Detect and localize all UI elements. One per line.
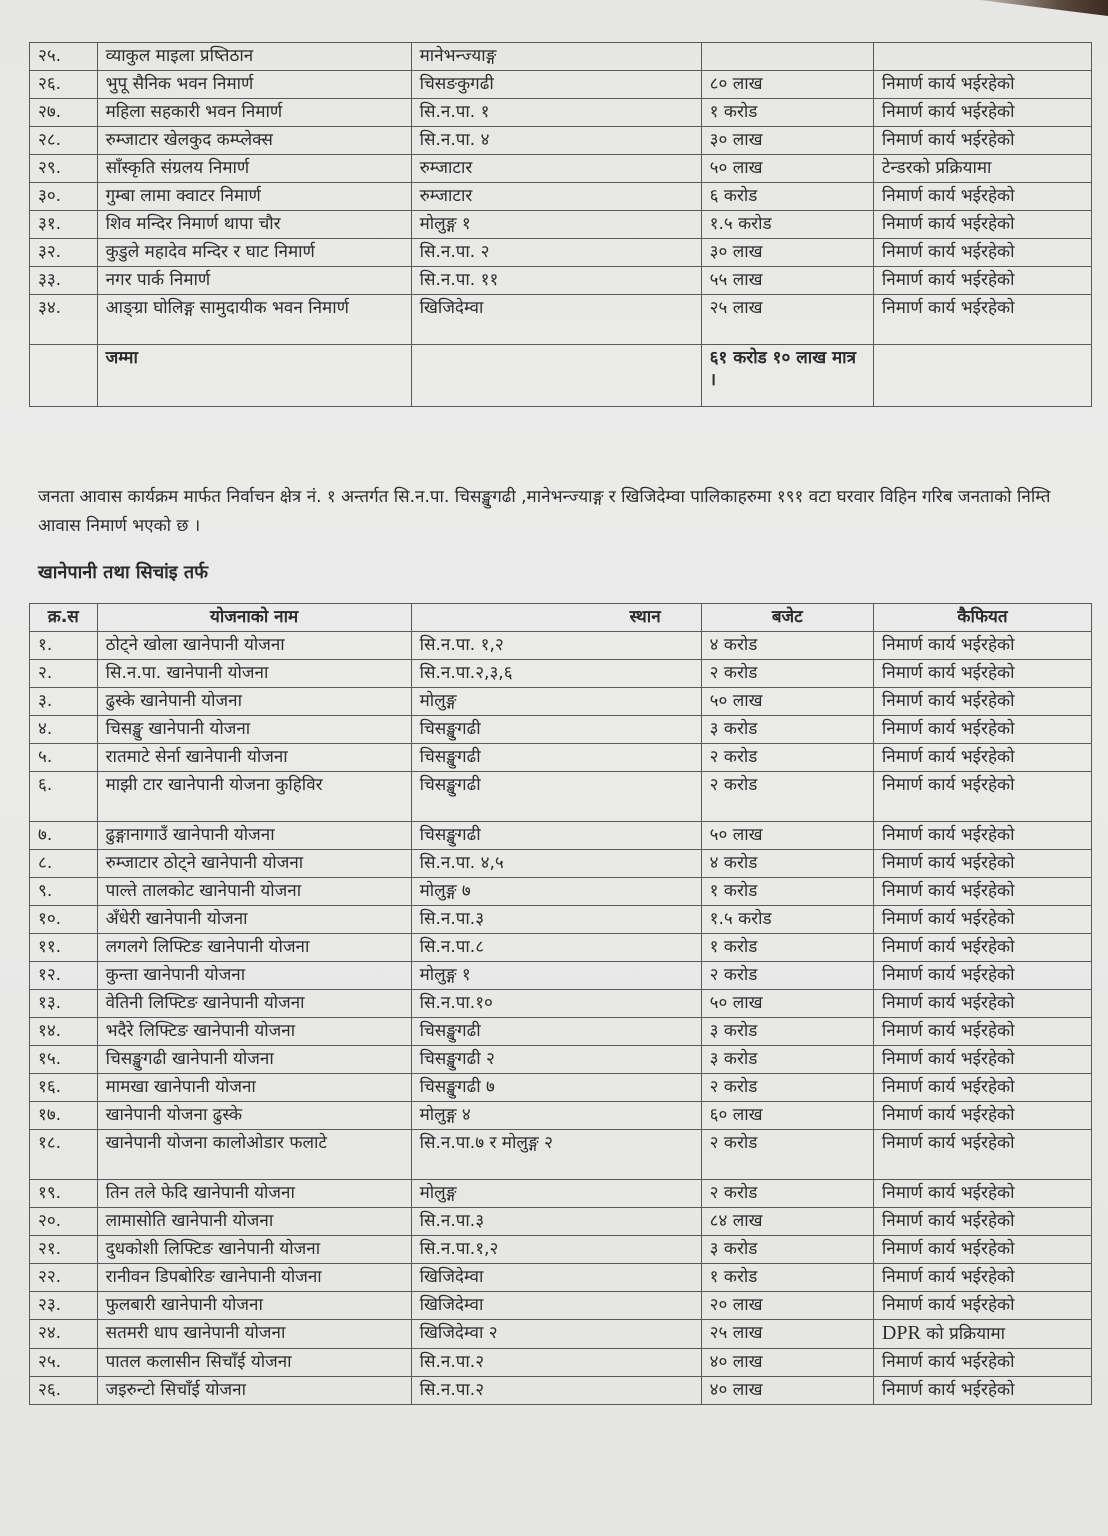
row-name: खानेपानी योजना ढुस्के [97,1102,411,1130]
table-row [30,632,1092,660]
table-row [30,744,1092,772]
row-budget: ४ करोड [701,632,873,660]
total-label: जम्मा [97,345,411,407]
row-sn: २६. [30,1377,98,1405]
row-place: चिसङ्खुगढी २ [411,1046,701,1074]
row-budget: ५० लाख [701,155,873,183]
table-row [30,688,1092,716]
row-place: खिजिदेम्वा [411,1292,701,1320]
row-sn: १. [30,632,98,660]
row-name: भुपू सैनिक भवन निमार्ण [97,71,411,99]
table-row [30,962,1092,990]
row-budget: ३ करोड [701,1018,873,1046]
row-sn: ८. [30,850,98,878]
row-name: सि.न.पा. खानेपानी योजना [97,660,411,688]
row-name: वेतिनी लिफ्टिङ खानेपानी योजना [97,990,411,1018]
row-sn: १९. [30,1180,98,1208]
total-budget: ६१ करोड १० लाख मात्र । [701,345,873,407]
row-place: सि.न.पा.७ र मोलुङ्ग २ [411,1130,701,1180]
row-place: मोलुङ्ग ४ [411,1102,701,1130]
table-row [30,1102,1092,1130]
row-place: मोलुङ्ग ७ [411,878,701,906]
buildings-table [29,42,1092,407]
row-place: खिजिदेम्वा [411,295,701,345]
row-sn: १५. [30,1046,98,1074]
row-budget: १.५ करोड [701,906,873,934]
row-place: मोलुङ्ग १ [411,962,701,990]
row-remark: निमार्ण कार्य भईरहेको [873,990,1091,1018]
row-budget: २ करोड [701,1074,873,1102]
row-remark: निमार्ण कार्य भईरहेको [873,1102,1091,1130]
row-name: चिसङ्खुगढी खानेपानी योजना [97,1046,411,1074]
row-budget: ४० लाख [701,1349,873,1377]
table-row [30,1208,1092,1236]
table-row [30,1292,1092,1320]
table-row [30,1320,1092,1349]
row-sn: २९. [30,155,98,183]
row-place: सि.न.पा.२,३,६ [411,660,701,688]
row-place: चिसङ्खुगढी [411,772,701,822]
total-sn-empty [30,345,98,407]
row-budget: ८० लाख [701,71,873,99]
row-remark: निमार्ण कार्य भईरहेको [873,127,1091,155]
row-sn: १६. [30,1074,98,1102]
total-remark-empty [873,345,1091,407]
total-place-empty [411,345,701,407]
table-row [30,934,1092,962]
row-budget: ४० लाख [701,1377,873,1405]
row-budget: ३ करोड [701,1236,873,1264]
row-remark: निमार्ण कार्य भईरहेको [873,1377,1091,1405]
row-name: ढुस्के खानेपानी योजना [97,688,411,716]
row-place: मोलुङ्ग [411,1180,701,1208]
row-budget: ३० लाख [701,127,873,155]
table-row [30,1236,1092,1264]
row-place: सि.न.पा. १,२ [411,632,701,660]
row-remark: निमार्ण कार्य भईरहेको [873,239,1091,267]
row-sn: २१. [30,1236,98,1264]
table-row [30,1377,1092,1405]
row-sn: १७. [30,1102,98,1130]
row-name: लामासोति खानेपानी योजना [97,1208,411,1236]
row-budget [701,43,873,71]
row-remark: निमार्ण कार्य भईरहेको [873,822,1091,850]
row-budget: ८४ लाख [701,1208,873,1236]
row-remark: निमार्ण कार्य भईरहेको [873,211,1091,239]
row-sn: २. [30,660,98,688]
table-row [30,772,1092,822]
row-sn: २४. [30,1320,98,1349]
row-name: रानीवन डिपबोरिङ खानेपानी योजना [97,1264,411,1292]
row-place: चिसङ्खुगढी [411,716,701,744]
row-name: कुडुले महादेव मन्दिर र घाट निमार्ण [97,239,411,267]
row-name: रातमाटे सेर्ना खानेपानी योजना [97,744,411,772]
table-row [30,660,1092,688]
row-remark: निमार्ण कार्य भईरहेको [873,934,1091,962]
row-remark [873,43,1091,71]
row-budget: ५० लाख [701,822,873,850]
row-name: चिसङ्खु खानेपानी योजना [97,716,411,744]
row-name: रुम्जाटार खेलकुद कम्प्लेक्स [97,127,411,155]
table-row [30,878,1092,906]
row-budget: १ करोड [701,878,873,906]
row-place: रुम्जाटार [411,183,701,211]
row-remark: निमार्ण कार्य भईरहेको [873,71,1091,99]
row-name: खानेपानी योजना कालोओडार फलाटे [97,1130,411,1180]
row-place: सि.न.पा. १ [411,99,701,127]
header-remark: कैफियत [873,604,1091,632]
row-remark: निमार्ण कार्य भईरहेको [873,1236,1091,1264]
row-budget: ५० लाख [701,990,873,1018]
row-name: सतमरी धाप खानेपानी योजना [97,1320,411,1349]
row-place: मोलुङ्ग १ [411,211,701,239]
row-sn: ३. [30,688,98,716]
row-sn: ३०. [30,183,98,211]
row-sn: ६. [30,772,98,822]
row-sn: १४. [30,1018,98,1046]
row-budget: ६ करोड [701,183,873,211]
row-remark: निमार्ण कार्य भईरहेको [873,962,1091,990]
table-row [30,183,1092,211]
page-corner-shadow [948,0,1108,16]
row-name: पातल कलासीन सिचाँई योजना [97,1349,411,1377]
row-place: सि.न.पा.२ [411,1349,701,1377]
row-remark: निमार्ण कार्य भईरहेको [873,267,1091,295]
row-name: रुम्जाटार ठोट्ने खानेपानी योजना [97,850,411,878]
table-row [30,1074,1092,1102]
table-row [30,71,1092,99]
row-sn: ९. [30,878,98,906]
table-header-row [30,604,1092,632]
row-name: व्याकुल माइला प्रष्तिठान [97,43,411,71]
row-place: सि.न.पा.८ [411,934,701,962]
row-sn: ३२. [30,239,98,267]
row-budget: २५ लाख [701,1320,873,1349]
row-remark: निमार्ण कार्य भईरहेको [873,772,1091,822]
row-budget: ३ करोड [701,1046,873,1074]
table-row [30,1349,1092,1377]
table-row [30,1180,1092,1208]
row-sn: ३१. [30,211,98,239]
row-remark: निमार्ण कार्य भईरहेको [873,295,1091,345]
row-name: तिन तले फेदि खानेपानी योजना [97,1180,411,1208]
row-remark: निमार्ण कार्य भईरहेको [873,1046,1091,1074]
row-sn: २५. [30,1349,98,1377]
row-sn: १८. [30,1130,98,1180]
row-budget: ५० लाख [701,688,873,716]
row-name: नगर पार्क निमार्ण [97,267,411,295]
row-place: सि.न.पा.२ [411,1377,701,1405]
row-remark: निमार्ण कार्य भईरहेको [873,716,1091,744]
row-place: चिसङ्खुगढी [411,744,701,772]
row-place: मोलुङ्ग [411,688,701,716]
table-row [30,1046,1092,1074]
row-remark: निमार्ण कार्य भईरहेको [873,744,1091,772]
header-name: योजनाको नाम [97,604,411,632]
row-place: सि.न.पा. ११ [411,267,701,295]
row-name: महिला सहकारी भवन निमार्ण [97,99,411,127]
row-place: सि.न.पा. ४ [411,127,701,155]
row-place: सि.न.पा.१,२ [411,1236,701,1264]
row-budget: १.५ करोड [701,211,873,239]
table-row [30,906,1092,934]
row-place: मानेभन्ज्याङ्ग [411,43,701,71]
row-remark: निमार्ण कार्य भईरहेको [873,850,1091,878]
row-name: पाल्ते तालकोट खानेपानी योजना [97,878,411,906]
row-sn: ३३. [30,267,98,295]
header-sn: क्र.स [30,604,98,632]
row-remark: निमार्ण कार्य भईरहेको [873,1208,1091,1236]
row-sn: २६. [30,71,98,99]
row-place: चिसङ्खुगढी [411,822,701,850]
table-row [30,211,1092,239]
row-sn: ३४. [30,295,98,345]
row-name: गुम्बा लामा क्वाटर निमार्ण [97,183,411,211]
row-sn: २७. [30,99,98,127]
table-row [30,990,1092,1018]
table-row [30,850,1092,878]
table-row [30,99,1092,127]
row-place: खिजिदेम्वा २ [411,1320,701,1349]
row-place: चिसङकुगढी [411,71,701,99]
row-remark: DPR को प्रक्रियामा [873,1320,1091,1349]
row-sn: ७. [30,822,98,850]
row-name: दुधकोशी लिफ्टिङ खानेपानी योजना [97,1236,411,1264]
row-sn: २५. [30,43,98,71]
row-name: आङ्ग्रा घोलिङ्ग सामुदायीक भवन निमार्ण [97,295,411,345]
row-remark: निमार्ण कार्य भईरहेको [873,1130,1091,1180]
row-sn: २८. [30,127,98,155]
row-place: चिसङ्खुगढी [411,1018,701,1046]
row-sn: ११. [30,934,98,962]
row-sn: २३. [30,1292,98,1320]
row-sn: ५. [30,744,98,772]
row-budget: २ करोड [701,772,873,822]
row-budget: २ करोड [701,1180,873,1208]
table-row [30,716,1092,744]
row-place: रुम्जाटार [411,155,701,183]
row-sn: १२. [30,962,98,990]
row-sn: २०. [30,1208,98,1236]
table-row [30,822,1092,850]
row-name: माझी टार खानेपानी योजना कुहिविर [97,772,411,822]
row-budget: १ करोड [701,1264,873,1292]
row-budget: ६० लाख [701,1102,873,1130]
row-name: अँधेरी खानेपानी योजना [97,906,411,934]
table-row [30,295,1092,345]
dpr-abbrev: DPR [881,1322,921,1344]
row-sn: ४. [30,716,98,744]
water-irrigation-table [29,603,1092,1405]
section-heading: खानेपानी तथा सिचांइ तर्फ [38,562,209,583]
row-name: मामखा खानेपानी योजना [97,1074,411,1102]
row-name: ठोट्ने खोला खानेपानी योजना [97,632,411,660]
row-sn: २२. [30,1264,98,1292]
row-place: सि.न.पा.३ [411,1208,701,1236]
table-row [30,127,1092,155]
row-remark: निमार्ण कार्य भईरहेको [873,878,1091,906]
row-remark: निमार्ण कार्य भईरहेको [873,1349,1091,1377]
row-budget: २ करोड [701,1130,873,1180]
header-budget: बजेट [701,604,873,632]
row-budget: २ करोड [701,660,873,688]
row-remark: टेन्डरको प्रक्रियामा [873,155,1091,183]
row-remark: निमार्ण कार्य भईरहेको [873,1074,1091,1102]
row-place: सि.न.पा.३ [411,906,701,934]
row-name: जइरुन्टो सिचाँई योजना [97,1377,411,1405]
row-remark: निमार्ण कार्य भईरहेको [873,1180,1091,1208]
row-budget: ५५ लाख [701,267,873,295]
row-remark: निमार्ण कार्य भईरहेको [873,660,1091,688]
row-name: ढुङ्गानागाउँ खानेपानी योजना [97,822,411,850]
row-remark: निमार्ण कार्य भईरहेको [873,1018,1091,1046]
row-budget: १ करोड [701,99,873,127]
row-name: शिव मन्दिर निमार्ण थापा चौर [97,211,411,239]
row-place: खिजिदेम्वा [411,1264,701,1292]
row-remark: निमार्ण कार्य भईरहेको [873,906,1091,934]
table-row [30,1018,1092,1046]
row-remark: निमार्ण कार्य भईरहेको [873,1292,1091,1320]
table-row [30,1264,1092,1292]
row-place: सि.न.पा. ४,५ [411,850,701,878]
row-name: कुन्ता खानेपानी योजना [97,962,411,990]
row-sn: १३. [30,990,98,1018]
row-budget: १ करोड [701,934,873,962]
row-budget: ४ करोड [701,850,873,878]
row-remark: निमार्ण कार्य भईरहेको [873,1264,1091,1292]
row-remark: निमार्ण कार्य भईरहेको [873,632,1091,660]
table-row [30,155,1092,183]
row-budget: २५ लाख [701,295,873,345]
header-place: स्थान [411,604,701,632]
row-remark: निमार्ण कार्य भईरहेको [873,688,1091,716]
row-budget: २० लाख [701,1292,873,1320]
row-name: लगलगे लिफ्टिङ खानेपानी योजना [97,934,411,962]
total-row [30,345,1092,407]
housing-paragraph: जनता आवास कार्यक्रम मार्फत निर्वाचन क्षेत्र नं. १ अन्तर्गत सि.न.पा. चिसङ्खुगढी ,मानेभन्ज्याङ्ग र खिजिदेम्वा पालिकाहरुमा १९१ वटा घरवार विहिन गरिब जनताको निम्ति आवास निमार्ण भएको छ । [38,487,1051,536]
row-remark: निमार्ण कार्य भईरहेको [873,99,1091,127]
row-place: सि.न.पा. २ [411,239,701,267]
row-sn: १०. [30,906,98,934]
row-budget: २ करोड [701,744,873,772]
row-name: फुलबारी खानेपानी योजना [97,1292,411,1320]
table-row [30,1130,1092,1180]
table-row [30,267,1092,295]
row-place: चिसङ्खुगढी ७ [411,1074,701,1102]
row-budget: ३० लाख [701,239,873,267]
row-budget: २ करोड [701,962,873,990]
table-row [30,239,1092,267]
row-remark: निमार्ण कार्य भईरहेको [873,183,1091,211]
row-budget: ३ करोड [701,716,873,744]
table-row [30,43,1092,71]
row-name: साँस्कृति संग्रलय निमार्ण [97,155,411,183]
row-place: सि.न.पा.१० [411,990,701,1018]
row-name: भदैरे लिफ्टिङ खानेपानी योजना [97,1018,411,1046]
